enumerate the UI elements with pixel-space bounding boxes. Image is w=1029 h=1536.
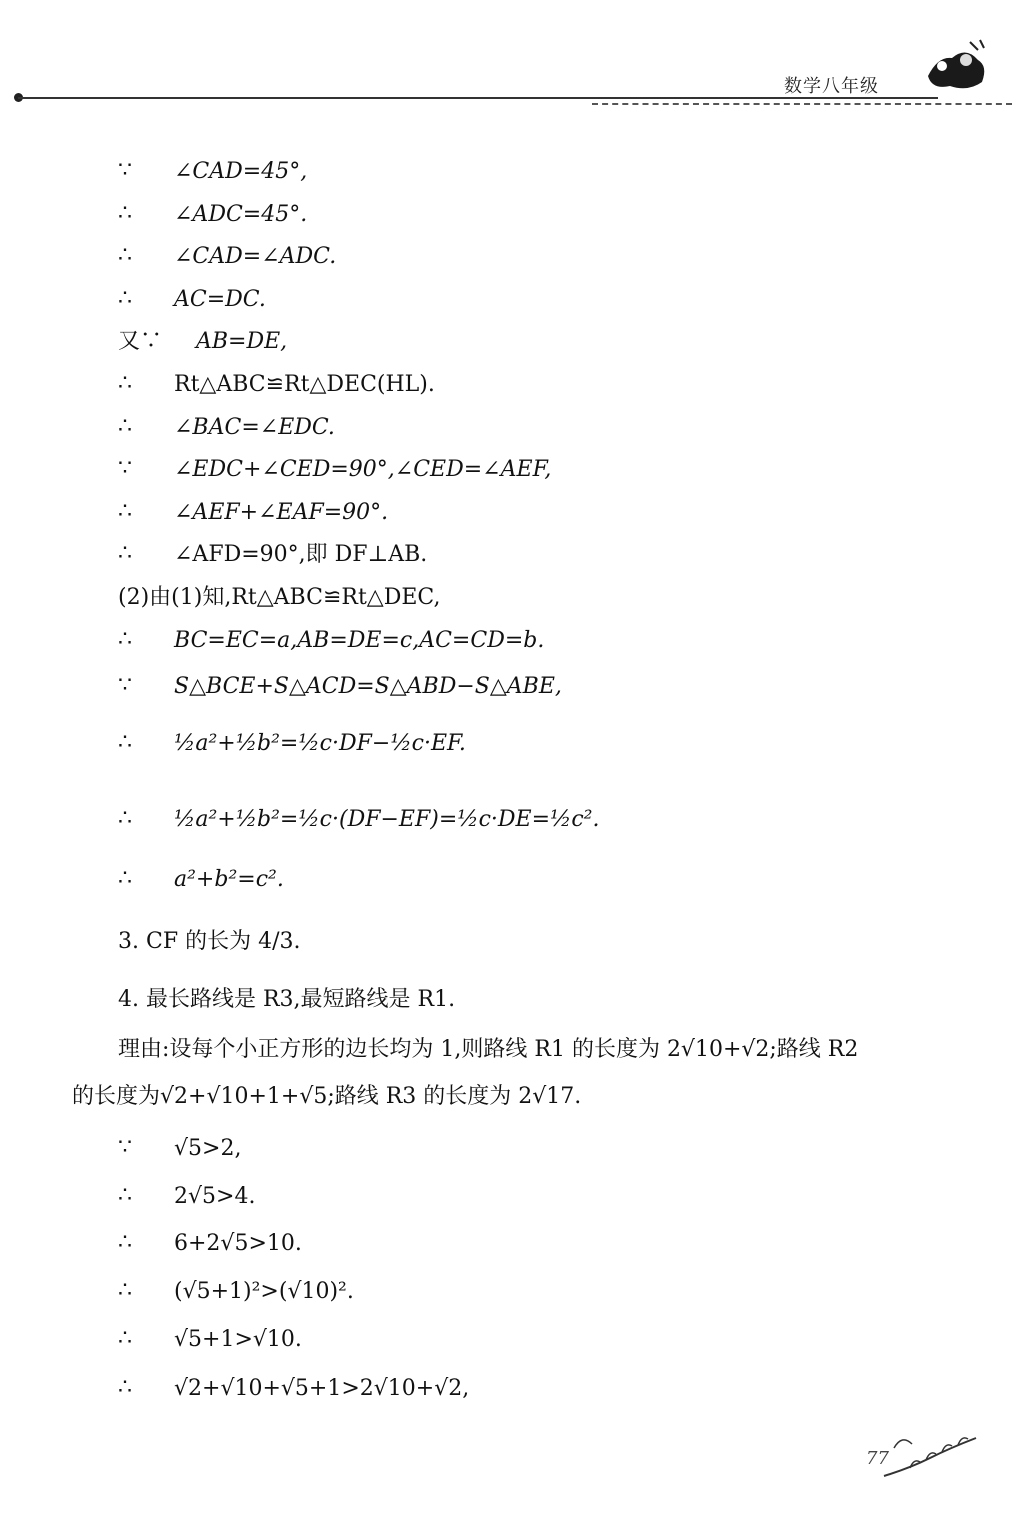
proof-line-9: ∠AEF+∠EAF=90°. <box>174 500 389 525</box>
inequality-line-5: √5+1>√10. <box>174 1327 302 1352</box>
therefore-symbol: ∴ <box>118 1183 132 1208</box>
header-dashed-rule <box>592 103 1012 105</box>
because-symbol: ∵ <box>118 673 132 698</box>
inequality-line-6: √2+√10+√5+1>2√10+√2, <box>174 1376 470 1401</box>
reason-line-1: 理由:设每个小正方形的边长均为 1,则路线 R1 的长度为 2√10+√2;路线 R2 <box>118 1037 859 1062</box>
therefore-symbol: ∴ <box>118 1326 132 1351</box>
therefore-symbol: ∴ <box>118 1230 132 1255</box>
part-2-heading: (2)由(1)知,Rt△ABC≌Rt△DEC, <box>118 585 441 610</box>
proof-line-15: ½a²+½b²=½c·(DF−EF)=½c·DE=½c². <box>174 807 600 832</box>
proof-line-16: a²+b²=c². <box>174 867 284 892</box>
question-4-answer: 4. 最长路线是 R3,最短路线是 R1. <box>118 987 456 1012</box>
therefore-symbol: ∴ <box>118 414 132 439</box>
inequality-line-4: (√5+1)²>(√10)². <box>174 1279 354 1304</box>
therefore-symbol: ∴ <box>118 1278 132 1303</box>
question-3-answer: 3. CF 的长为 4/3. <box>118 929 301 954</box>
proof-line-7: ∠BAC=∠EDC. <box>174 415 335 440</box>
therefore-symbol: ∴ <box>118 730 132 755</box>
because-symbol: ∵ <box>118 158 132 183</box>
proof-line-5: AB=DE, <box>196 329 288 354</box>
proof-line-4: AC=DC. <box>174 287 266 312</box>
header-logo-icon <box>922 36 990 94</box>
proof-line-2: ∠ADC=45°. <box>174 202 308 227</box>
therefore-symbol: ∴ <box>118 499 132 524</box>
inequality-line-3: 6+2√5>10. <box>174 1231 302 1256</box>
proof-line-6: Rt△ABC≌Rt△DEC(HL). <box>174 372 435 397</box>
inequality-line-1: √5>2, <box>174 1136 242 1161</box>
inequality-line-2: 2√5>4. <box>174 1184 256 1209</box>
header-rule <box>18 97 938 99</box>
footer-vine-icon <box>880 1428 980 1488</box>
proof-line-14: ½a²+½b²=½c·DF−½c·EF. <box>174 731 466 756</box>
proof-line-10: ∠AFD=90°,即 DF⊥AB. <box>174 542 428 567</box>
therefore-symbol: ∴ <box>118 1375 132 1400</box>
reason-line-2: 的长度为√2+√10+1+√5;路线 R3 的长度为 2√17. <box>72 1084 582 1109</box>
page-number: 77 <box>866 1448 889 1469</box>
proof-line-13: S△BCE+S△ACD=S△ABD−S△ABE, <box>174 674 562 699</box>
therefore-symbol: ∴ <box>118 286 132 311</box>
proof-line-8: ∠EDC+∠CED=90°,∠CED=∠AEF, <box>174 457 552 482</box>
therefore-symbol: ∴ <box>118 201 132 226</box>
therefore-symbol: ∴ <box>118 243 132 268</box>
page-header-title: 数学八年级 <box>784 76 879 97</box>
also-because-prefix: 又∵ <box>118 329 163 354</box>
therefore-symbol: ∴ <box>118 541 132 566</box>
therefore-symbol: ∴ <box>118 371 132 396</box>
proof-line-12: BC=EC=a,AB=DE=c,AC=CD=b. <box>174 628 545 653</box>
because-symbol: ∵ <box>118 1135 132 1160</box>
therefore-symbol: ∴ <box>118 806 132 831</box>
therefore-symbol: ∴ <box>118 866 132 891</box>
because-symbol: ∵ <box>118 456 132 481</box>
therefore-symbol: ∴ <box>118 627 132 652</box>
proof-line-1: ∠CAD=45°, <box>174 159 308 184</box>
proof-line-3: ∠CAD=∠ADC. <box>174 244 337 269</box>
